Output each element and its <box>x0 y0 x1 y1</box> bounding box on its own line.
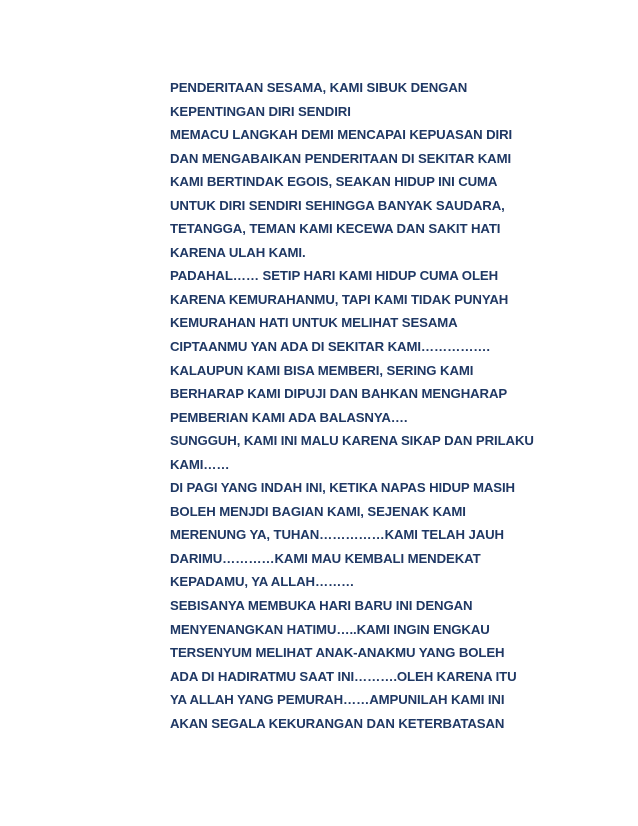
text-line: CIPTAANMU YAN ADA DI SEKITAR KAMI……………. <box>170 339 490 355</box>
text-line: DARIMU…………KAMI MAU KEMBALI MENDEKAT <box>170 550 481 566</box>
text-line: KEPENTINGAN DIRI SENDIRI <box>170 103 351 119</box>
text-line: DI PAGI YANG INDAH INI, KETIKA NAPAS HIDUP MASIH <box>170 480 515 496</box>
text-line: UNTUK DIRI SENDIRI SEHINGGA BANYAK SAUDARA, <box>170 197 505 213</box>
text-line: TERSENYUM MELIHAT ANAK-ANAKMU YANG BOLEH <box>170 645 505 661</box>
text-line: PEMBERIAN KAMI ADA BALASNYA…. <box>170 409 408 425</box>
text-line: BOLEH MENJDI BAGIAN KAMI, SEJENAK KAMI <box>170 503 466 519</box>
text-line: KARENA KEMURAHANMU, TAPI KAMI TIDAK PUNYAH <box>170 291 509 307</box>
text-line: PENDERITAAN SESAMA, KAMI SIBUK DENGAN <box>170 80 468 95</box>
text-line: TETANGGA, TEMAN KAMI KECEWA DAN SAKIT HATI <box>170 221 501 237</box>
text-line: SEBISANYA MEMBUKA HARI BARU INI DENGAN <box>170 598 473 614</box>
text-line: KEMURAHAN HATI UNTUK MELIHAT SESAMA <box>170 315 458 331</box>
document-body-text <box>170 76 610 735</box>
text-line: DAN MENGABAIKAN PENDERITAAN DI SEKITAR KAMI <box>170 150 512 166</box>
text-line: MERENUNG YA, TUHAN……………KAMI TELAH JAUH <box>170 527 504 543</box>
text-line: BERHARAP KAMI DIPUJI DAN BAHKAN MENGHARAP <box>170 386 508 402</box>
text-line: KAMI BERTINDAK EGOIS, SEAKAN HIDUP INI CUMA <box>170 174 498 190</box>
text-line: KEPADAMU, YA ALLAH……… <box>170 574 355 590</box>
text-line: YA ALLAH YANG PEMURAH……AMPUNILAH KAMI INI <box>170 692 505 708</box>
text-line: MENYENANGKAN HATIMU…..KAMI INGIN ENGKAU <box>170 621 490 637</box>
text-line: KARENA ULAH KAMI. <box>170 244 306 260</box>
text-line: PADAHAL…… SETIP HARI KAMI HIDUP CUMA OLEH <box>170 268 499 284</box>
text-line: MEMACU LANGKAH DEMI MENCAPAI KEPUASAN DIRI <box>170 127 513 143</box>
text-line: ADA DI HADIRATMU SAAT INI……….OLEH KARENA ITU <box>170 668 517 684</box>
text-line: KALAUPUN KAMI BISA MEMBERI, SERING KAMI <box>170 362 474 378</box>
text-line: AKAN SEGALA KEKURANGAN DAN KETERBATASAN <box>170 715 505 731</box>
text-line: SUNGGUH, KAMI INI MALU KARENA SIKAP DAN PRILAKU <box>170 433 534 449</box>
text-line: KAMI…… <box>170 456 230 472</box>
